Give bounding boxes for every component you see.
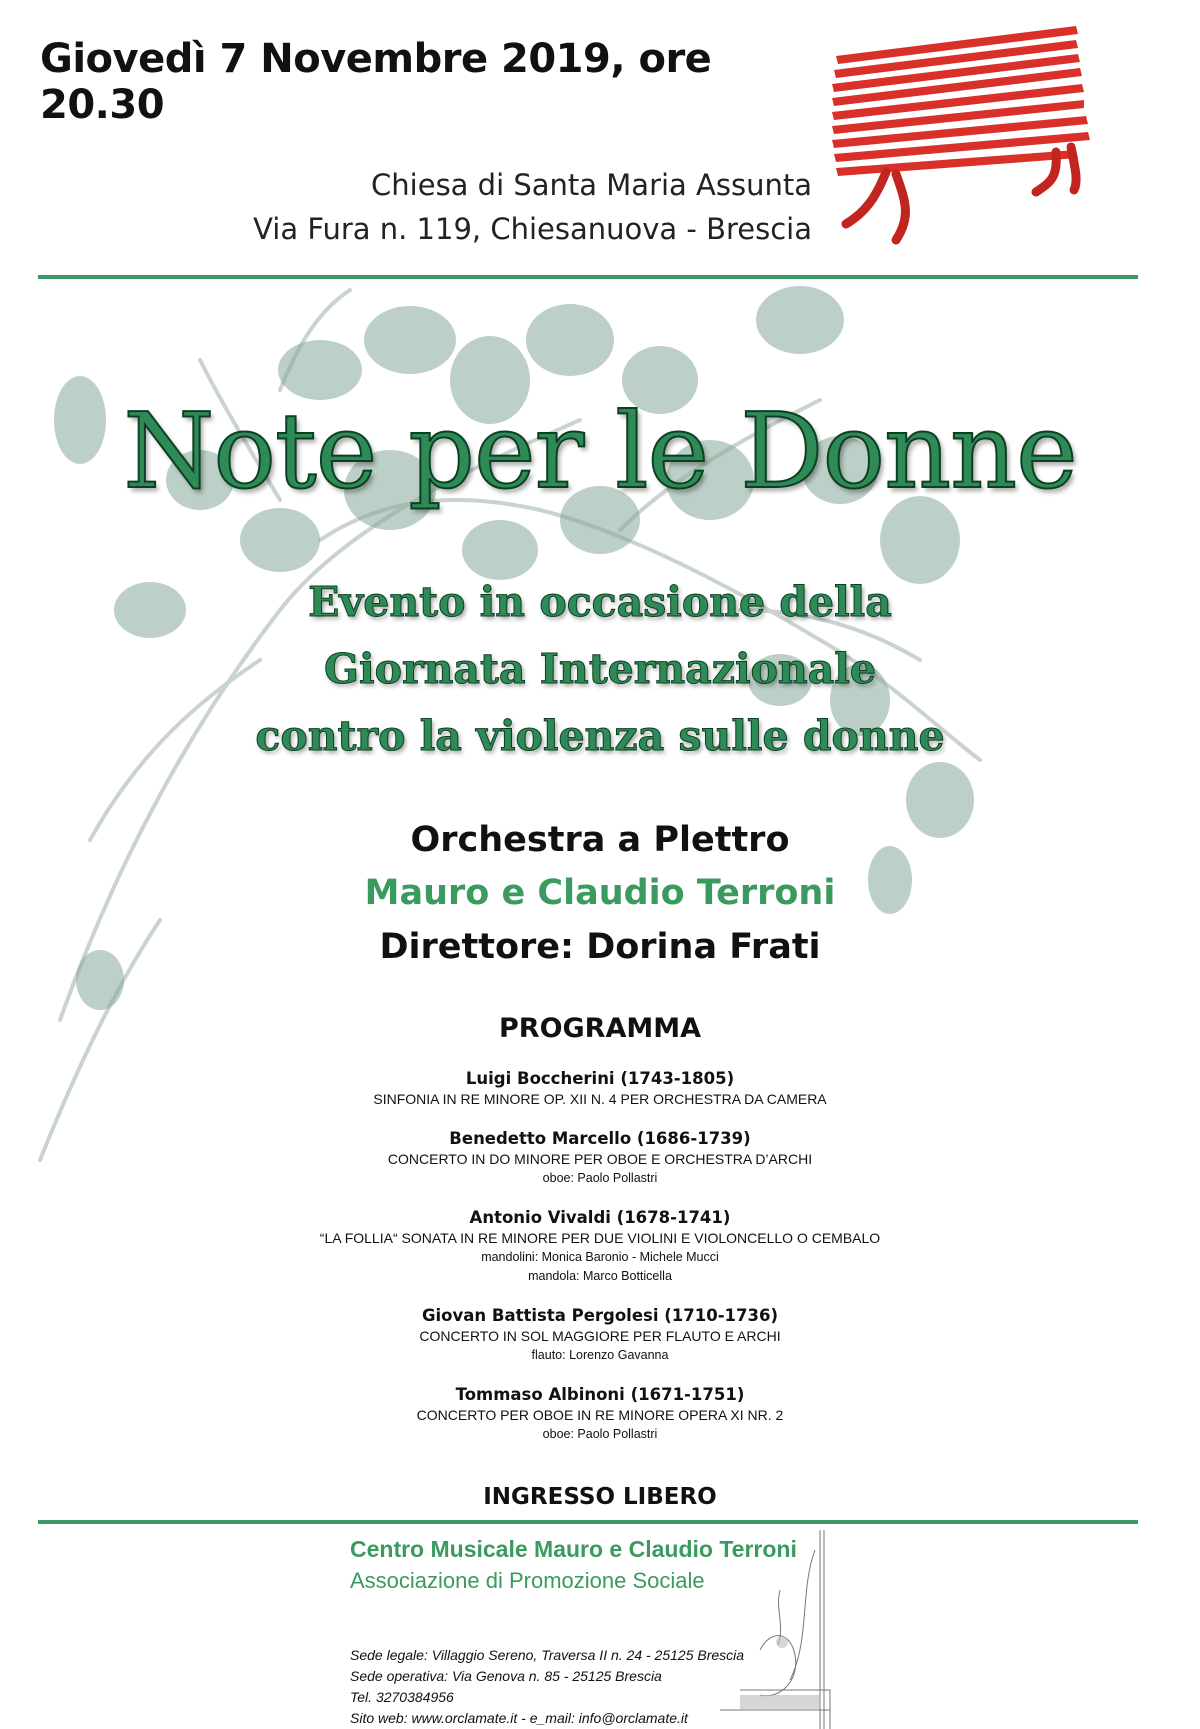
event-date: Giovedì 7 Novembre 2019, ore 20.30 xyxy=(40,36,712,128)
performer: oboe: Paolo Pollastri xyxy=(542,1171,658,1185)
work-title: “LA FOLLIA“ SONATA IN RE MINORE PER DUE VIOLINI E VIOLONCELLO O CEMBALO xyxy=(319,1230,881,1246)
performer: flauto: Lorenzo Gavanna xyxy=(531,1348,669,1362)
composer: Luigi Boccherini (1743-1805) xyxy=(465,1069,735,1088)
performer: mandolini: Monica Baronio - Michele Mucci xyxy=(481,1250,719,1264)
website-email: Sito web: www.orclamate.it - e_mail: info@orclamate.it xyxy=(350,1710,688,1726)
program-heading: PROGRAMMA xyxy=(498,1013,701,1044)
organization-type: Associazione di Promozione Sociale xyxy=(350,1568,705,1593)
program-list xyxy=(0,1068,1200,1463)
orchestra-label: Orchestra a Plettro xyxy=(410,820,790,860)
bottom-divider xyxy=(38,1520,1138,1524)
event-title: Note per le Donne xyxy=(123,390,1077,512)
operating-office: Sede operativa: Via Genova n. 85 - 25125 Brescia xyxy=(350,1668,662,1684)
subtitle-line-2: Giornata Internazionale xyxy=(324,645,876,693)
contact-info xyxy=(350,1645,744,1729)
organization-name: Centro Musicale Mauro e Claudio Terroni xyxy=(350,1536,797,1562)
composer: Benedetto Marcello (1686-1739) xyxy=(449,1129,751,1148)
composer: Giovan Battista Pergolesi (1710-1736) xyxy=(421,1306,779,1325)
subtitle-line-3: contro la violenza sulle donne xyxy=(255,712,945,760)
subtitle-line-1: Evento in occasione della xyxy=(308,578,892,626)
program-piece xyxy=(0,1384,1200,1444)
orchestra-name: Mauro e Claudio Terroni xyxy=(364,873,836,913)
program-piece xyxy=(0,1305,1200,1365)
venue-address: Via Fura n. 119, Chiesanuova - Brescia xyxy=(253,212,812,246)
composer: Antonio Vivaldi (1678-1741) xyxy=(469,1208,731,1227)
venue-name: Chiesa di Santa Maria Assunta xyxy=(371,168,812,202)
free-entry-notice: INGRESSO LIBERO xyxy=(483,1484,717,1510)
work-title: CONCERTO PER OBOE IN RE MINORE OPERA XI NR. 2 xyxy=(416,1407,784,1423)
work-title: SINFONIA IN RE MINORE OP. XII N. 4 PER ORCHESTRA DA CAMERA xyxy=(373,1091,827,1107)
program-piece xyxy=(0,1128,1200,1188)
performer: oboe: Paolo Pollastri xyxy=(542,1427,658,1441)
program-piece xyxy=(0,1207,1200,1286)
program-piece xyxy=(0,1068,1200,1109)
registered-office: Sede legale: Villaggio Sereno, Traversa II n. 24 - 25125 Brescia xyxy=(350,1647,745,1663)
director: Direttore: Dorina Frati xyxy=(379,927,821,967)
phone: Tel. 3270384956 xyxy=(350,1689,454,1705)
red-bench-illustration xyxy=(826,12,1096,262)
composer: Tommaso Albinoni (1671-1751) xyxy=(455,1385,745,1404)
work-title: CONCERTO IN SOL MAGGIORE PER FLAUTO E ARCHI xyxy=(419,1328,781,1344)
work-title: CONCERTO IN DO MINORE PER OBOE E ORCHESTRA D’ARCHI xyxy=(387,1151,813,1167)
performer: mandola: Marco Botticella xyxy=(528,1269,672,1283)
top-divider xyxy=(38,275,1138,279)
